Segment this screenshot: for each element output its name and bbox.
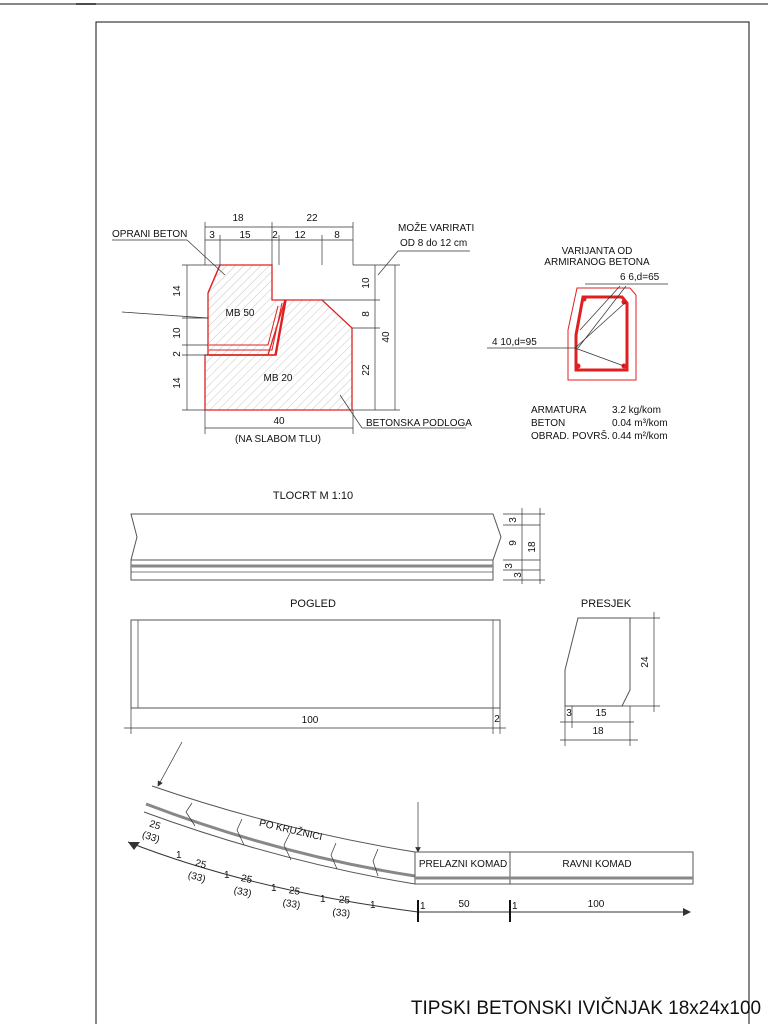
tick-1: 1 xyxy=(176,850,182,861)
dim-top-overall-left: 18 xyxy=(232,213,244,224)
section-height: 24 xyxy=(640,656,651,668)
spec-value-2: 0.44 m²/kom xyxy=(612,431,668,442)
label-concrete-base: BETONSKA PODLOGA xyxy=(366,418,472,429)
segment-alt-2: (33) xyxy=(186,869,207,886)
plan-dim-total: 18 xyxy=(527,541,538,553)
straight-label: RAVNI KOMAD xyxy=(562,859,632,870)
tick-5: 1 xyxy=(370,900,376,911)
segment-alt-1: (33) xyxy=(140,829,161,846)
plan-title: TLOCRT M 1:10 xyxy=(272,490,354,502)
transition-length: 50 xyxy=(458,899,470,910)
plan-dim-c: 3 xyxy=(504,563,515,569)
label-vary-range: OD 8 do 12 cm xyxy=(400,238,468,249)
spec-name-1: BETON xyxy=(531,418,566,429)
dim-bottom: 40 xyxy=(273,416,285,427)
spec-name-2: OBRAD. POVRŠ. xyxy=(531,431,610,442)
dim-top-c: 2 xyxy=(272,230,278,241)
segment-len-3: 25 xyxy=(239,873,254,887)
straight-length: 100 xyxy=(587,899,605,910)
dim-left-a: 14 xyxy=(172,285,183,297)
dim-top-d: 12 xyxy=(294,230,306,241)
sheet-title: TIPSKI BETONSKI IVIČNJAK 18x24x100 xyxy=(410,998,762,1019)
variant-stirrup: 6 6,d=65 xyxy=(620,272,660,283)
section-dim-b: 15 xyxy=(595,708,607,719)
segment-alt-4: (33) xyxy=(281,897,302,912)
spec-value-0: 3.2 kg/kom xyxy=(612,405,661,416)
segment-len-4: 25 xyxy=(288,885,301,898)
dim-right-a: 10 xyxy=(361,277,372,289)
spec-name-0: ARMATURA xyxy=(531,405,587,416)
dim-left-b: 10 xyxy=(172,327,183,339)
dim-top-e: 8 xyxy=(334,230,340,241)
zone-mb50-label: MB 50 xyxy=(225,308,255,319)
plan-dim-d: 3 xyxy=(513,572,524,578)
dim-right-c: 22 xyxy=(361,364,372,376)
tick-6: 1 xyxy=(420,901,426,912)
dim-left-d: 14 xyxy=(172,377,183,389)
dim-right-b: 8 xyxy=(361,311,372,317)
elevation-view xyxy=(124,598,506,734)
section-title: PRESJEK xyxy=(580,598,632,610)
segment-len-2: 25 xyxy=(193,857,208,872)
tick-7: 1 xyxy=(512,901,518,912)
tick-3: 1 xyxy=(271,883,277,894)
cross-section-drawing xyxy=(112,213,474,445)
spec-value-1: 0.04 m³/kom xyxy=(612,418,668,429)
section-view xyxy=(560,598,660,746)
zone-mb20-label: MB 20 xyxy=(263,373,293,384)
label-may-vary: MOŽE VARIRATI xyxy=(398,223,475,234)
bottom-note: (NA SLABOM TLU) xyxy=(235,434,321,445)
tick-4: 1 xyxy=(320,894,326,905)
segment-alt-5: (33) xyxy=(331,907,351,920)
segment-len-1: 25 xyxy=(147,818,162,833)
dim-top-a: 3 xyxy=(209,230,215,241)
plan-dim-b: 9 xyxy=(508,540,519,546)
section-total: 18 xyxy=(592,726,604,737)
section-dim-a: 3 xyxy=(566,708,572,719)
dim-top-overall-right: 22 xyxy=(306,213,318,224)
curve-label: PO KRUŽNICI xyxy=(257,817,324,844)
transition-label: PRELAZNI KOMAD xyxy=(418,859,508,870)
segment-alt-3: (33) xyxy=(232,885,253,900)
layout-plan xyxy=(128,742,693,922)
variant-heading-1: VARIJANTA OD xyxy=(561,246,633,257)
dim-left-c: 2 xyxy=(172,351,183,357)
reinforced-variant xyxy=(487,246,668,442)
elevation-end: 2 xyxy=(494,714,500,725)
elevation-title: POGLED xyxy=(290,598,336,610)
variant-bars: 4 10,d=95 xyxy=(492,337,537,348)
plan-dim-a: 3 xyxy=(508,517,519,523)
elevation-length: 100 xyxy=(301,715,319,726)
tick-2: 1 xyxy=(224,870,230,881)
dim-top-b: 15 xyxy=(239,230,251,241)
plan-view xyxy=(131,490,545,584)
label-washed-concrete: OPRANI BETON xyxy=(112,229,188,240)
dim-right-total: 40 xyxy=(381,331,392,343)
variant-heading-2: ARMIRANOG BETONA xyxy=(544,257,650,268)
segment-len-5: 25 xyxy=(338,894,351,907)
